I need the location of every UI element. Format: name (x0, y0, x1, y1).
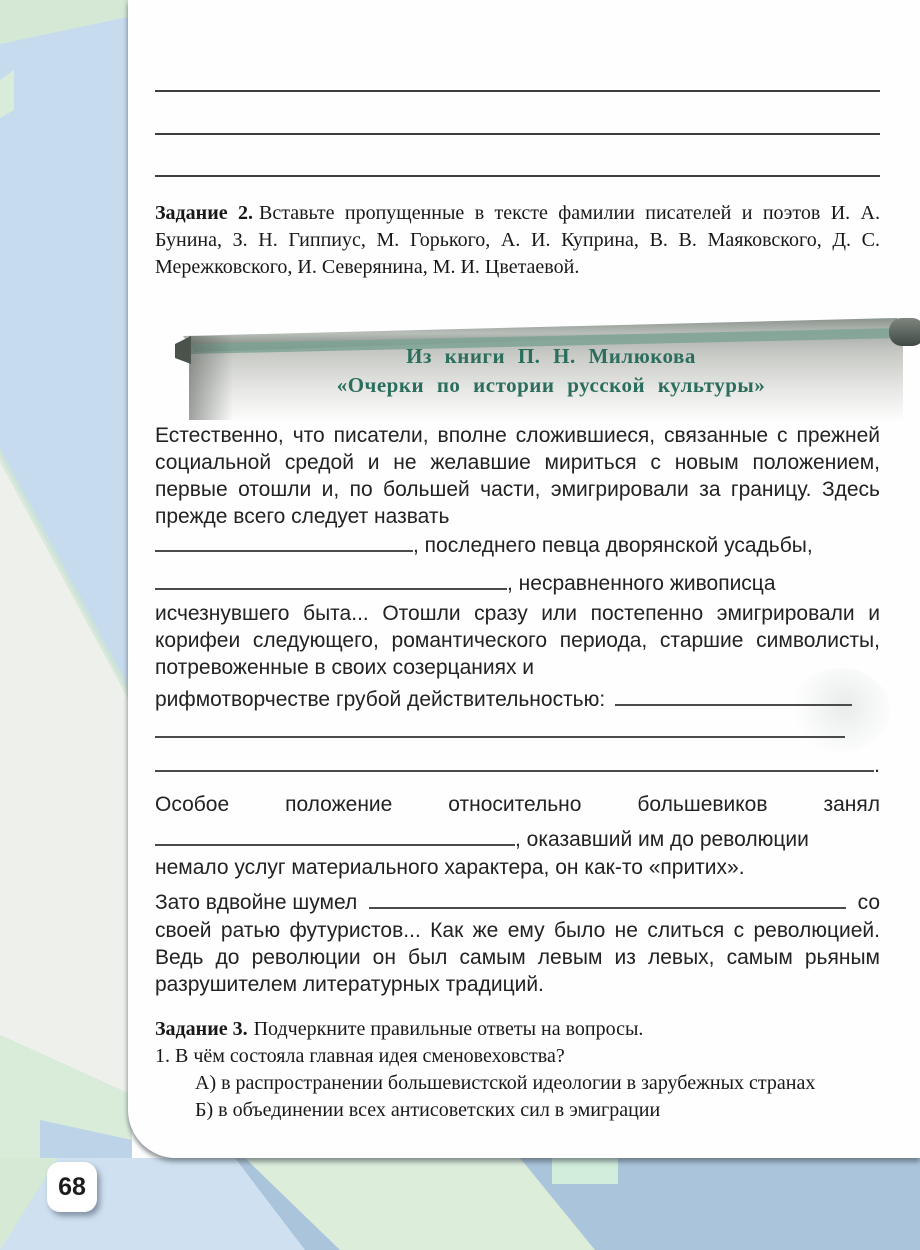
task2-label: Задание 2. (155, 202, 253, 224)
answer-blank-line[interactable] (155, 736, 845, 738)
quote-paragraph-1: Естественно, что писатели, вполне сложившиеся, связанные с прежней социальной средой и не желавшие мириться с новым положением, первые отошли и, по большей части, эмигрировали за границу. Здесь прежде всего следует назвать (155, 424, 880, 528)
fill5-prefix: Зато вдвойне шумел (155, 891, 358, 914)
page-number: 68 (58, 1172, 86, 1201)
banner-title-line2: «Очерки по истории русской культуры» (336, 373, 766, 397)
task3-block (155, 1016, 880, 1124)
fill-in-row-1 (155, 532, 880, 559)
quote-paragraph-4: немало услуг материального характера, он как-то «притих». (155, 856, 745, 879)
task3-heading (155, 1016, 880, 1043)
fill3-text: рифмотворчестве грубой действительностью: (155, 688, 606, 711)
fill2-text: , несравненного живописца (507, 572, 776, 595)
answer-blank[interactable] (155, 844, 515, 846)
writing-line[interactable] (155, 133, 880, 135)
answer-blank[interactable] (155, 550, 413, 552)
task2-text: Вставьте пропущенные в тексте фамилии писателей и поэтов И. А. Бунина, З. Н. Гиппиус, М. Горького, А. И. Куприна, В. В. Маяковского, Д. С. Мережковского, И. Северянина, М. И. Цветаевой. (155, 202, 880, 278)
answer-blank[interactable] (615, 704, 852, 706)
fill-in-row-2 (155, 570, 880, 597)
task3-text: Подчеркните правильные ответы на вопросы. (253, 1018, 644, 1040)
quote-paragraph-5: своей ратью футуристов... Как же ему было не слиться с революцией. Ведь до революции он был самым левым из левых, самым рьяным разрушителем литературных традиций. (155, 919, 880, 996)
answer-blank[interactable] (369, 907, 845, 909)
fill-in-row-4 (155, 752, 880, 779)
fill-in-row-5 (155, 826, 880, 853)
workbook-page (128, 0, 920, 1158)
task3-label: Задание 3. (155, 1018, 248, 1040)
full-line-period: . (874, 754, 880, 777)
scroll-banner (175, 316, 920, 422)
fill1-text: , последнего певца дворянской усадьбы, (413, 534, 813, 557)
fill-in-row-6 (155, 889, 880, 916)
page-number-badge (47, 1162, 97, 1212)
fill4-text: , оказавший им до революции (515, 828, 809, 851)
quote-paragraph-2: исчезнувшего быта... Отошли сразу или постепенно эмигрировали и корифеи следующего, романтического периода, старшие символисты, потревоженные в своих созерцаниях и (155, 602, 880, 679)
task3-question-1: 1. В чём состояла главная идея сменовеховства? (155, 1045, 565, 1067)
answer-blank[interactable] (155, 588, 507, 590)
task2-paragraph (155, 200, 880, 281)
writing-line[interactable] (155, 90, 880, 92)
task3-option-a[interactable]: А) в распространении большевистской идеологии в зарубежных странах (195, 1072, 816, 1094)
writing-line[interactable] (155, 175, 880, 177)
task3-option-b[interactable]: Б) в объединении всех антисоветских сил в эмиграции (195, 1099, 661, 1121)
answer-blank[interactable] (155, 770, 874, 772)
fill-in-row-3 (155, 686, 880, 713)
fill5-suffix: со (857, 891, 880, 914)
quote-paragraph-3: Особое положение относительно большевиков занял (155, 793, 880, 816)
banner-title-line1: Из книги П. Н. Милюкова (406, 344, 696, 368)
